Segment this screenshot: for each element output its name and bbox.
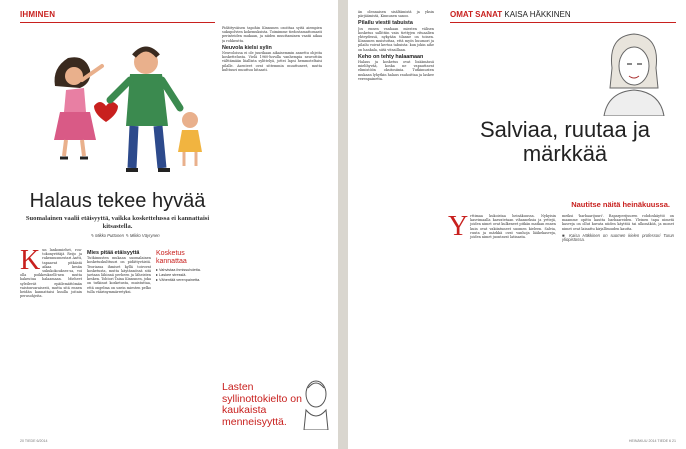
right-page [348, 0, 686, 449]
intro-text: un lankomiehet, rou-tokonyrittäjä Reijo ja rakennusmestari Antti, tapaavat pitkästä aikaa kesän sukukokoukses-sa, voi olla poikkeukselli-nen mutta hakeutua halaamaan. Mieheet syleilevät epäilemättömän vaistonvaraisesti, mutta sitä ennen heidän kannattaisi kuulla joitain perusohjeita. [20, 248, 82, 299]
heart-icon [94, 102, 118, 122]
subhead-mies: Mies pitää etäisyyttä [87, 250, 140, 256]
face-shape [65, 67, 83, 85]
page-headline: Halaus tekee hyvää [29, 190, 206, 212]
page-folio: HEINÄKUU 2014 TIEDE 6 21 [628, 439, 676, 443]
hugging-people-illustration [30, 28, 210, 188]
page-folio: 20 TIEDE 6/2014 [20, 439, 48, 443]
shirt-shape [64, 88, 86, 112]
col3-text-a: Pidättyväisen tapohin Kinnunen osoittaa syitä aiempien sukupolvien kokemuksista. Toimimme tiedostamattomasti perinteiden mukaan, ja niiden muuttaminen vaatii aikaa ja rohkeutta. [222, 26, 322, 43]
author-name: Mikko Puttonen [95, 233, 124, 238]
sidebar-item: ▸ Vähentää verenpainetta. [156, 278, 201, 282]
illustrator-name: Mikko Väyrynen [129, 233, 160, 238]
col3-text-b: Neuvoloissa ei ole juurikaan aikaisemmin annettu ohjeita koskettelusta. Vielä 1960-luvulla vanhempia neuvottiin välttämään liiallista sylittelyä, jottei lapsi hemmoteltaisi pilalle. Asenteet ovat sittemmin muuttuneet, mutta kulttuuri muuttuu hitaasti. [222, 51, 322, 72]
section-rule [20, 22, 215, 23]
column-headline: Salviaa, ruutaa ja märkkää [480, 117, 650, 166]
column-body-2 [562, 214, 674, 436]
sidebar-title: Kosketus kannattaa [156, 250, 187, 265]
author-note: ■ Kaisa Häkkinen on suomen kielen professori Turun yliopistossa. [562, 232, 674, 243]
columnist-portrait [598, 28, 670, 116]
page-deck: Suomalainen vaalii etäisyyttä, vaikka koskettelussa ei kannattaisi kitsastella. [25, 215, 210, 230]
section-rule [450, 22, 676, 23]
continued-column-1 [358, 10, 434, 435]
face-sketch-illustration [300, 376, 332, 430]
column-deck: Nautitse näitä heinäkuussa. [571, 200, 670, 209]
intro-column [20, 248, 82, 438]
sidebar-item: ▸ Vahvistaa ihmissuhdetta. [156, 268, 201, 272]
body-column-3 [222, 26, 322, 386]
column-section-label [450, 10, 676, 19]
sidebar-box [156, 250, 206, 283]
subhead-keho: Keho on tehty halaamaan [358, 53, 424, 60]
left-page [0, 0, 338, 449]
drop-cap: K [20, 248, 41, 276]
section-label: IHMINEN [20, 10, 56, 19]
subhead-neuvola: Neuvola kielsi sylin [222, 44, 272, 51]
subhead-pilailu: Pilailu viestii tabuista [358, 20, 413, 27]
drop-cap: Y [448, 214, 469, 242]
column-body-1 [448, 214, 556, 436]
body-column-2 [87, 248, 151, 438]
body-text-a: rttimaa kukoistaa heinäkuussa. Nykyisin kasvimaalla kasvatetaan vihanneksia ja yrttejä, joiden nimet ovat kulkeneet pitkän matkan ennen kuin ovat vakiintuneet suomen kieleen. Salvia, ruuta ja märkkä ovat vanhoja lääkekasveja, joiden nimet juontavat latinasta. [470, 214, 556, 240]
pull-quote: Lasten syllinottokielto on kaukaista menneisyyttä. [222, 381, 302, 428]
col2-text: Halaus ja kosketus ovat lisäämässä mielihyvää, koska ne vapauttavat elimistöön oksitosiinia. Tutkimusten mukaan lyhytkin halaus rauhoittaa ja laskee verenpainetta. [358, 60, 434, 81]
sidebar-list [156, 268, 206, 283]
byline: ✎ Mikko Puttonen ✎ Mikko Väyrynen [90, 233, 160, 238]
col2-text: Tutkimusten mukaan suomalainen kosketuskulttuuri on pidättyväistä. Teoriassa ihmiset kyllä toivovat kosketusta, mutta käytännössä sitä jaetaan lähinnä perheen ja läheisten kesken. Tohtori Taina Kinnunen, joka on tutkinut kosketusta, muistuttaa, että ongelma on usein miesten pelko tulla väärinymmärretyksi. [87, 256, 151, 294]
sidebar-item: ▸ Laskee stressiä. [156, 273, 187, 277]
body-text-b: meiksi 'barbaarijuuri'. Raparperijuuren rohdoskäyttö on maamme opittu kautta barbaareiden. Yleinen tapa nimetä kasveja on ollut kuvata niiden käyttöä tai ulkonäköä, ja monet nimet ovat lainattu kirjallisuuden kautta. [562, 214, 674, 231]
section-author: KAISA HÄKKINEN [504, 10, 571, 19]
section-label: OMAT SANAT [450, 10, 503, 19]
col1-text-a: än olennaisen sisältämistä ja yksin pärjäämistä, Kinnunen sanoo. [358, 10, 434, 19]
col1-text-b: Jos ennen vanhaan miesten välisen kosketus sallittiin vain tiettyjen rituaalien yhteydessä, nykyään tilanne on toinen. Kinnunen muistuttaa, että myös huumori ja pilailu voivat kertoa tabuista: kun jokin aihe on hankala, siitä vitsaillaan. [358, 26, 434, 52]
